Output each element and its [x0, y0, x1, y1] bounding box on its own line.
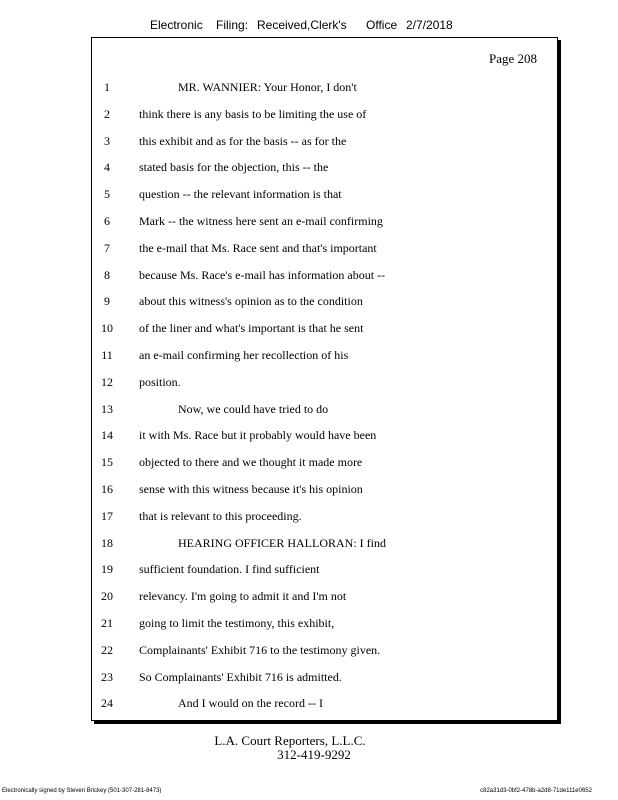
- line-text: HEARING OFFICER HALLORAN: I find: [178, 535, 386, 550]
- header-date: 2/7/2018: [406, 18, 453, 32]
- line-text: Mark -- the witness here sent an e-mail confirming: [139, 214, 383, 228]
- line-number: 15: [101, 455, 113, 470]
- line-number: 11: [101, 348, 113, 362]
- line-number: 4: [104, 160, 110, 175]
- line-number: 7: [104, 240, 110, 255]
- transcript-page: [91, 37, 558, 721]
- line-text: think there is any basis to be limiting the use of: [139, 106, 367, 121]
- line-text: question -- the relevant information is that: [139, 187, 342, 202]
- line-text: of the liner and what's important is that he sent: [139, 321, 364, 336]
- line-number: 12: [101, 374, 113, 389]
- line-text: this exhibit and as for the basis -- as for the: [139, 133, 347, 148]
- line-text: stated basis for the objection, this -- the: [139, 160, 329, 175]
- line-text: the e-mail that Ms. Race sent and that's important: [139, 240, 377, 255]
- filing-header: [0, 18, 618, 36]
- line-number: 14: [101, 428, 113, 443]
- signature-note: Electronically signed by Steven Brickey (501-307-281-8473): [2, 788, 162, 794]
- line-number: 24: [101, 696, 113, 711]
- line-number: 8: [104, 267, 110, 282]
- line-text: So Complainants' Exhibit 716 is admitted.: [139, 669, 342, 684]
- line-number: 13: [101, 401, 113, 416]
- line-text: that is relevant to this proceeding.: [139, 508, 302, 523]
- page-number: Page 208: [488, 51, 537, 66]
- line-text: because Ms. Race's e-mail has information about --: [139, 267, 386, 282]
- line-text: going to limit the testimony, this exhibit,: [139, 616, 335, 630]
- header-word-office: Office: [366, 18, 398, 32]
- header-word-filing: Filing:: [216, 18, 249, 32]
- line-text: it with Ms. Race but it probably would have been: [139, 428, 377, 443]
- line-number: 18: [101, 535, 113, 550]
- line-text: MR. WANNIER: Your Honor, I don't: [178, 80, 357, 94]
- line-text: Now, we could have tried to do: [178, 401, 329, 416]
- line-number: 5: [104, 187, 110, 202]
- line-number: 23: [101, 669, 113, 684]
- line-text: Complainants' Exhibit 716 to the testimony given.: [139, 642, 381, 657]
- line-number: 16: [101, 482, 113, 496]
- line-number: 17: [101, 508, 113, 523]
- line-text: relevancy. I'm going to admit it and I'm not: [139, 589, 347, 604]
- line-text: position.: [139, 374, 181, 389]
- line-text: objected to there and we thought it made more: [139, 455, 363, 470]
- line-number: 9: [104, 294, 110, 309]
- line-text: an e-mail confirming her recollection of his: [139, 348, 349, 362]
- line-number: 1: [104, 80, 110, 94]
- line-text: And I would on the record -- I: [178, 696, 323, 711]
- footer-phone: 312-419-9292: [277, 747, 351, 762]
- line-text: sense with this witness because it's his opinion: [139, 482, 363, 496]
- header-word-electronic: Electronic: [150, 18, 203, 32]
- line-text: about this witness's opinion as to the condition: [139, 294, 363, 309]
- document-hash: c82a31d3-0bf2-478b-a2d8-71de111e0652: [480, 788, 592, 794]
- line-number: 19: [101, 562, 113, 577]
- line-number: 3: [104, 133, 110, 148]
- line-number: 21: [101, 616, 113, 630]
- line-number: 22: [101, 642, 113, 657]
- line-text: sufficient foundation. I find sufficient: [139, 562, 320, 577]
- footer-company: L.A. Court Reporters, L.L.C.: [214, 733, 366, 748]
- line-number: 2: [104, 106, 110, 121]
- line-number: 6: [104, 214, 110, 228]
- line-number: 10: [101, 321, 113, 336]
- line-number: 20: [101, 589, 113, 604]
- header-word-received: Received,Clerk's: [257, 18, 347, 32]
